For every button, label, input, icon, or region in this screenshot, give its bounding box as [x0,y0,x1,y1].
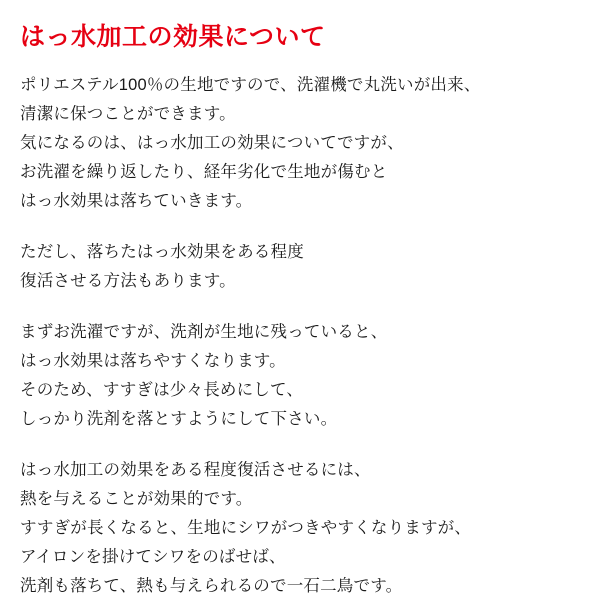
text-line: はっ水加工の効果をある程度復活させるには、 [20,461,371,480]
text-line: アイロンを掛けてシワをのばせば、 [20,548,286,567]
text-line: すすぎが長くなると、生地にシワがつきやすくなりますが、 [20,519,472,538]
document-body [20,71,582,601]
paragraph-4 [20,456,582,601]
text-line: まずお洗濯ですが、洗剤が生地に残っていると、 [20,323,388,342]
text-line: しっかり洗剤を落とすようにして下さい。 [20,410,338,429]
paragraph-1 [20,71,582,216]
text-line: 復活させる方法もあります。 [20,272,236,291]
text-line: 洗剤も落ちて、熱も与えられるので一石二鳥です。 [20,577,403,596]
text-line: ただし、落ちたはっ水効果をある程度 [20,243,304,262]
page-title: はっ水加工の効果について [20,23,326,51]
paragraph-2 [20,238,582,296]
paragraph-3 [20,318,582,434]
text-line: 清潔に保つことができます。 [20,105,236,124]
text-line: はっ水効果は落ちていきます。 [20,192,253,211]
text-line: お洗濯を繰り返したり、経年劣化で生地が傷むと [20,163,388,182]
text-line: はっ水効果は落ちやすくなります。 [20,352,286,371]
text-line: 熱を与えることが効果的です。 [20,490,253,509]
text-line: 気になるのは、はっ水加工の効果についてですが、 [20,134,404,153]
text-line: ポリエステル100％の生地ですので、洗濯機で丸洗いが出来、 [20,76,481,95]
text-line: そのため、すすぎは少々長めにして、 [20,381,304,400]
